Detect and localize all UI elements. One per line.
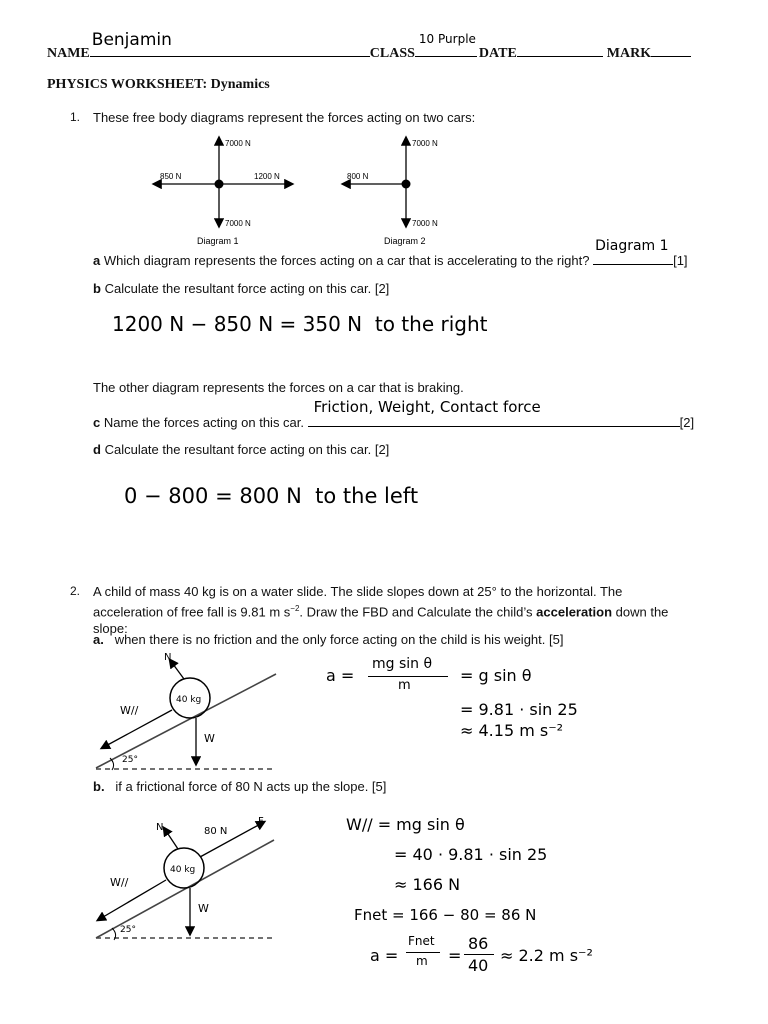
name-field (90, 30, 370, 57)
q2b-l5-den1: m (416, 954, 428, 968)
q1-text: These free body diagrams represent the forces acting on two cars: (93, 110, 476, 125)
q2b-work-line4: Fnet = 166 − 80 = 86 N (354, 906, 537, 924)
q1c-line (93, 398, 695, 430)
fbd-a-normal-label: N (164, 652, 172, 663)
d2-up-label: 7000 N (412, 139, 438, 148)
q2b-l5-num2: 86 (468, 934, 489, 953)
q2b-line (93, 779, 386, 794)
q1b-label: b (93, 281, 101, 296)
q2-text-line3: slope: (93, 621, 128, 637)
q2b-final-line (370, 934, 670, 978)
q2a-line (93, 632, 563, 647)
fbd-b-wparallel-label: W// (110, 876, 129, 889)
q2a-l1-den: m (398, 678, 411, 693)
q2b-l5-eq: = (448, 946, 462, 965)
worksheet-title: PHYSICS WORKSHEET: Dynamics (47, 77, 270, 92)
q2b-l5-rhs: ≈ 2.2 m s⁻² (500, 946, 593, 965)
fbd-a-wparallel-label: W// (120, 704, 139, 717)
q1b-text: Calculate the resultant force acting on this car. [2] (104, 281, 390, 296)
q1c-text: Name the forces acting on this car. (103, 415, 305, 430)
q1a-label: a (93, 253, 101, 268)
fbd-b-friction-label: 80 N (204, 826, 228, 837)
q2b-l5-lhs: a = (370, 946, 399, 965)
q2a-l1-lhs: a = (326, 666, 355, 685)
fbd-a-mass-label: 40 kg (176, 695, 202, 705)
d2-down-label: 7000 N (412, 219, 438, 228)
q2a-work-line3: ≈ 4.15 m s⁻² (460, 721, 564, 740)
q1d-line (93, 442, 389, 457)
mark-label: MARK (606, 46, 652, 61)
q2a-l1-num: mg sin θ (372, 656, 433, 672)
q2a-working (326, 656, 626, 740)
q1a-answer: Diagram 1 (595, 238, 669, 254)
q2b-work-line3: ≈ 166 N (394, 875, 461, 894)
q2-text-sup: −2 (290, 604, 300, 613)
q1d-label: d (93, 442, 101, 457)
q2-text-line1: A child of mass 40 kg is on a water slide. The slide slopes down at 25° to the horizontal. The (93, 584, 623, 599)
q2-text (93, 583, 703, 637)
name-label: NAME (47, 46, 90, 61)
q2b-text: if a frictional force of 80 N acts up the slope. [5] (115, 779, 387, 794)
q2-text-bold: acceleration (536, 604, 613, 620)
q1a-answer-field (593, 238, 673, 265)
d1-left-label: 850 N (160, 172, 182, 181)
name-value: Benjamin (91, 30, 172, 50)
d1-right-label: 1200 N (254, 172, 280, 181)
q1-braking-text: The other diagram represents the forces on a car that is braking. (93, 380, 464, 395)
q1c-answer: Friction, Weight, Contact force (313, 398, 541, 416)
q2a-fbd-diagram (92, 648, 292, 778)
q1-number: 1. (70, 110, 81, 124)
q2b-work-line1: W// = mg sin θ (346, 815, 465, 834)
fbd-a-weight-label: W (204, 732, 215, 745)
q2a-text: when there is no friction and the only force acting on the child is his weight. [5] (114, 632, 564, 647)
q2-text-line2a: acceleration of free fall is 9.81 m s (93, 604, 291, 620)
q1b-line (93, 281, 389, 296)
q1c-marks: [2] (679, 415, 695, 430)
q1d-answer: 0 − 800 = 800 N to the left (124, 484, 419, 508)
q2a-work-line2: = 9.81 · sin 25 (460, 700, 578, 719)
q2b-fraction-bar-1 (406, 952, 440, 953)
q2b-working (346, 810, 646, 930)
mark-field (651, 40, 691, 57)
q1c-answer-field (308, 398, 680, 427)
q2b-l5-num1: Fnet (408, 934, 435, 948)
d1-up-label: 7000 N (225, 139, 251, 148)
diagram-1 (154, 138, 292, 246)
q2b-label: b. (93, 779, 105, 794)
class-label: CLASS (369, 46, 415, 61)
diagram-2 (343, 138, 438, 246)
q2-text-line2c: down the (612, 604, 669, 620)
d2-left-label: 800 N (347, 172, 369, 181)
q2-text-line2b: . Draw the FBD and Calculate the child’s (299, 604, 537, 620)
fbd-b-weight-label: W (198, 902, 209, 915)
q2a-work-line1 (326, 656, 626, 696)
q2b-fraction-bar-2 (464, 954, 494, 955)
fbd-b-normal-label: N (156, 822, 164, 833)
q2b-fbd-diagram (92, 810, 292, 944)
q1b-answer: 1200 N − 850 N = 350 N to the right (112, 312, 488, 336)
q2-text-line2 (93, 600, 703, 620)
d1-down-label: 7000 N (225, 219, 251, 228)
fbd-b-mass-label: 40 kg (170, 865, 196, 875)
class-field (415, 32, 477, 57)
q1a-text: Which diagram represents the forces acting on a car that is accelerating to the right? (103, 253, 590, 268)
q2-number: 2. (70, 584, 81, 598)
header-row (47, 30, 707, 62)
q1c-label: c (93, 415, 101, 430)
date-label: DATE (478, 46, 517, 61)
d2-caption: Diagram 2 (384, 236, 426, 246)
q2a-l1-rhs: = g sin θ (460, 666, 532, 685)
q1a-marks: [1] (673, 253, 688, 268)
q1d-text: Calculate the resultant force acting on this car. [2] (104, 442, 390, 457)
fbd-b-angle-label: 25° (120, 925, 136, 935)
q2b-l5-den2: 40 (468, 956, 489, 975)
q2a-label: a. (93, 632, 104, 647)
d1-caption: Diagram 1 (197, 236, 239, 246)
date-field (517, 40, 603, 57)
q2b-work-line2: = 40 · 9.81 · sin 25 (394, 845, 548, 864)
fbd-b-friction-symbol: F (258, 816, 264, 827)
fbd-a-angle-label: 25° (122, 755, 138, 765)
q2a-fraction-bar (368, 676, 448, 677)
class-value: 10 Purple (418, 32, 476, 46)
q1-free-body-diagrams (150, 134, 470, 254)
